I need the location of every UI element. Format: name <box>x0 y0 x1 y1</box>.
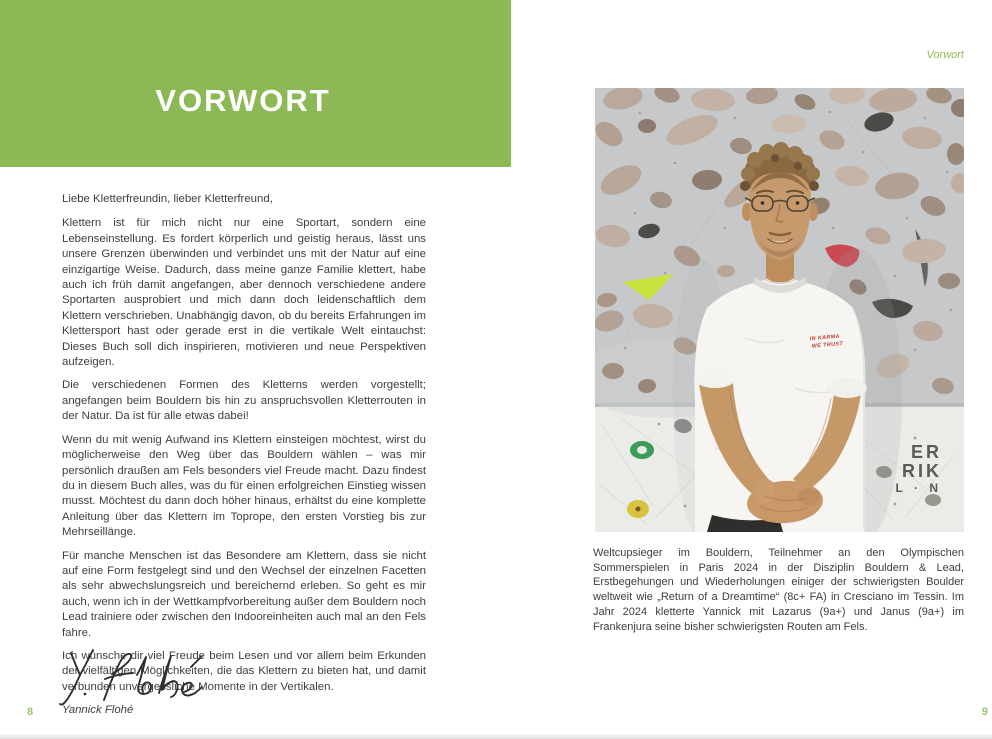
paragraph: Wenn du mit wenig Aufwand ins Klettern einsteigen möchtest, wirst du möglicherweise den Weg über das Bouldern wählen – was mir persönlich draußen am Fels besonders viel Freude macht. Dazu findest du in diesem Buch alles, was du für einen erfolgreichen Einstieg wissen musst. Möchtest du dann doch höher hinaus, erhältst du eine komplette Anleitung über das Klettern im Toprope, den ersten Vorstieg bis zur Mehrseillänge. <box>62 433 426 539</box>
wall-letters-line1: ER <box>910 442 942 462</box>
running-head: Vorwort <box>926 49 964 61</box>
salutation: Liebe Kletterfreundin, lieber Kletterfreund, <box>62 193 273 205</box>
page-number-left: 8 <box>27 706 34 718</box>
chapter-title-block <box>0 0 511 167</box>
photo-caption: Weltcupsieger im Bouldern, Teilnehmer an den Olympischen Sommerspielen in Paris 2024 in der Disziplin Bouldern & Lead, Erstbegehungen und Wiederholungen einiger der schwierigsten Boulder weltweit wie „Return of a Dreamtime“ (8c+ FA) in Cresciano im Tessin. Im Jahr 2024 kletterte Yannick mit Lazarus (9a+) und Janus (9a+) im Frankenjura seine bisher schwierigsten Routen am Fels. <box>593 547 964 633</box>
page-number-right: 9 <box>981 706 988 718</box>
paragraph: Klettern ist für mich nicht nur eine Sportart, sondern eine Lebenseinstellung. Es fordert körperlich und geistig heraus, lässt uns unsere Grenzen überwinden und verbindet uns mit der Natur auf eine einzigartige Weise. Dadurch, dass meine ganze Familie klettert, habe auch ich früh damit angefangen, aber dennoch verschiedene andere Sportarten ausprobiert und mich dann doch leidenschaftlich dem Klettern verschrieben. Unabhängig davon, ob du bereits Erfahrungen im Klettersport hast oder gerade erst in die vertikale Welt eintauchst: Dieses Buch soll dich inspirieren, motivieren und neue Perspektiven aufzeigen. <box>62 217 426 369</box>
photo-yannick-flohe <box>595 88 964 532</box>
shirt-print-line2: WE TRUST <box>811 340 844 350</box>
author-name: Yannick Flohé <box>62 704 134 717</box>
page-bottom-edge <box>0 734 992 739</box>
shirt-print <box>810 333 844 349</box>
signature-handwriting <box>58 648 258 713</box>
page-title: VORWORT <box>155 83 331 118</box>
paragraph: Die verschiedenen Formen des Kletterns werden vorgestellt; angefangen beim Bouldern bis hin zu anspruchsvollen Kletterrouten in der Natur. Da ist für alle etwas dabei! <box>62 379 426 423</box>
wall-letters-line2: RIK <box>902 461 942 481</box>
shirt-print-line1: IN KARMA <box>809 333 841 343</box>
wall-letters-line3: L · N <box>895 481 942 495</box>
foreword-text-column <box>62 192 426 727</box>
paragraph: Für manche Menschen ist das Besondere am Klettern, dass sie nicht auf eine Form festgelegt sind und den Wechsel der einzelnen Facetten als sehr abwechslungsreich und bereichernd erleben. So geht es mir auch, wenn ich in der Wettkampfvorbereitung außer dem Bouldern noch Lead trainiere oder zwischen den Indooreinheiten auch mal an den Fels fahre. <box>62 549 426 639</box>
paragraph: Ich wünsche dir viel Freude beim Lesen und vor allem beim Erkunden der vielfältigen Möglichkeiten, die das Klettern zu bieten hat, und damit verbunden unvergessliche Momente in der Vertikalen. <box>62 649 426 693</box>
